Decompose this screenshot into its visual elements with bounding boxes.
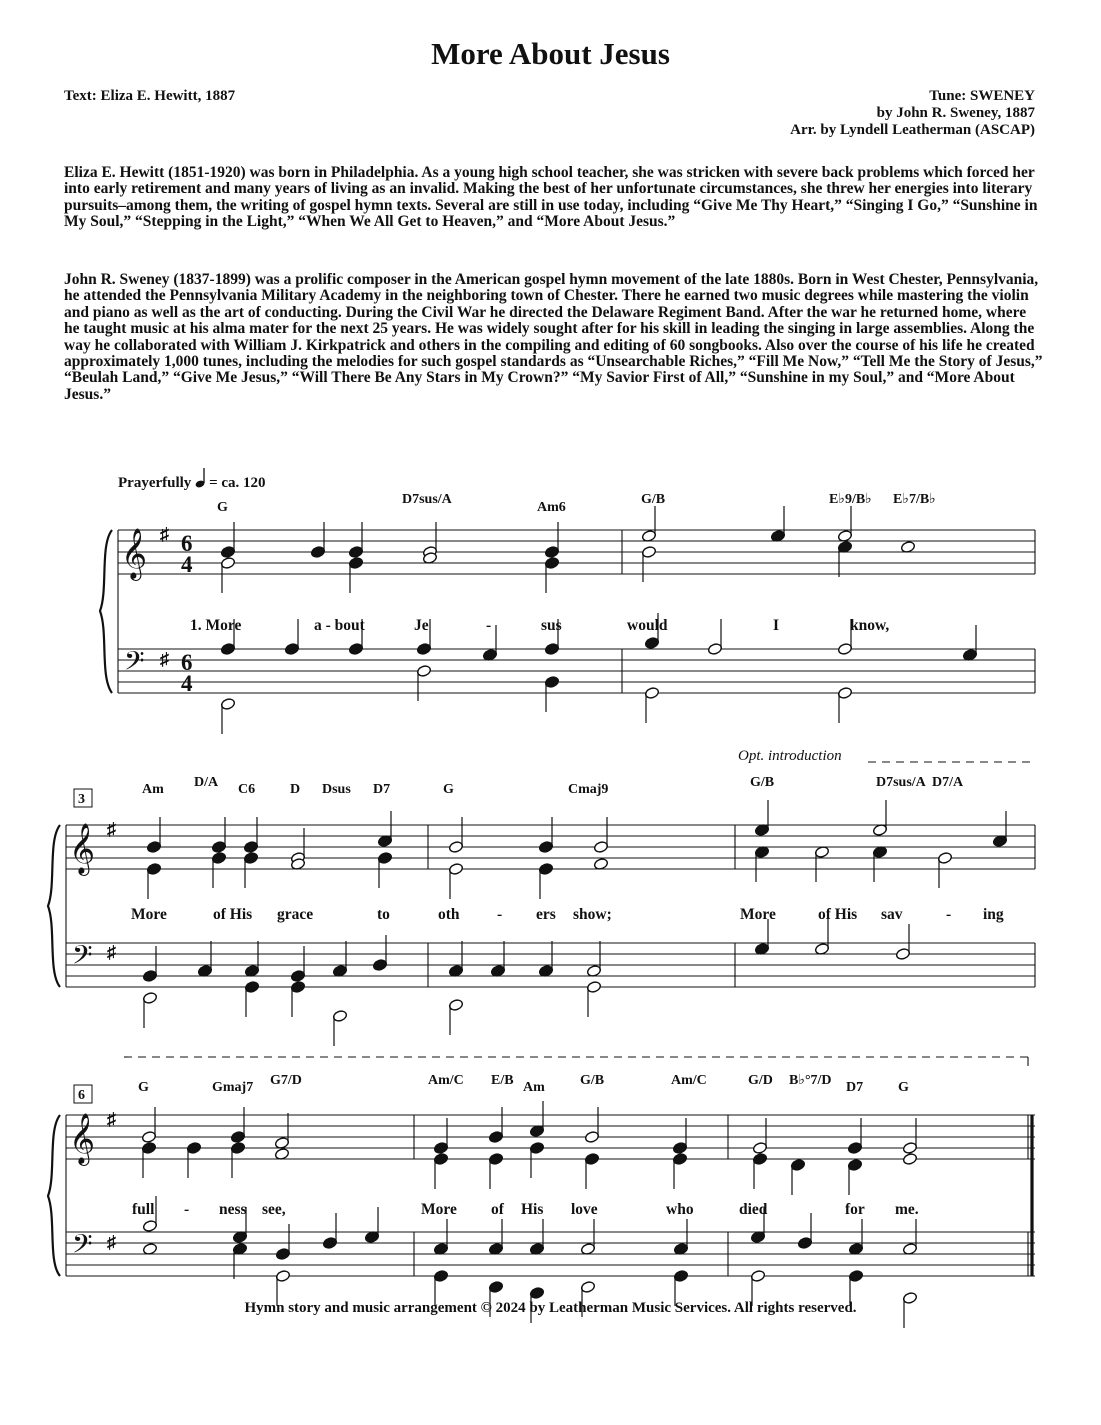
- notehead: [529, 1286, 544, 1299]
- notehead: [847, 1158, 862, 1171]
- notehead: [211, 840, 226, 853]
- notehead: [644, 636, 659, 649]
- notehead: [848, 1269, 863, 1282]
- chord-symbol: Cmaj9: [568, 782, 609, 797]
- lyric-syllable: of His: [213, 906, 253, 923]
- notehead: [433, 1141, 448, 1154]
- notehead: [847, 1141, 862, 1154]
- lyric-syllable: ing: [983, 906, 1004, 923]
- lyric-syllable: who: [666, 1201, 694, 1218]
- notehead: [220, 556, 235, 569]
- notehead: [142, 969, 157, 982]
- chord-symbol: D/A: [194, 775, 219, 790]
- lyric-syllable: a - bout: [314, 617, 365, 634]
- system-1-brace: [100, 530, 112, 693]
- key-signature-sharp-icon: ♯: [107, 1232, 116, 1252]
- notehead: [672, 1152, 687, 1165]
- notehead: [146, 840, 161, 853]
- notehead: [752, 1152, 767, 1165]
- key-signature-sharp-icon: ♯: [160, 524, 169, 544]
- notehead: [348, 642, 363, 655]
- notehead: [937, 851, 952, 864]
- key-signature-sharp-icon: ♯: [107, 942, 116, 962]
- notehead: [544, 675, 559, 688]
- chord-symbol: E/B: [491, 1073, 514, 1088]
- lyric-syllable: sav: [881, 906, 903, 923]
- notehead: [275, 1247, 290, 1260]
- notehead: [750, 1269, 765, 1282]
- treble-clef-icon: 𝄞: [69, 824, 96, 873]
- chord-symbol: Dsus: [322, 782, 351, 797]
- lyric-syllable: see,: [262, 1201, 286, 1218]
- system-1-treble-staff: [118, 530, 1035, 574]
- system-3-brace: [48, 1115, 60, 1276]
- chord-symbol: D: [290, 782, 301, 797]
- chord-symbol: D7: [373, 782, 391, 797]
- notehead: [707, 642, 722, 655]
- lyric-syllable: Je: [414, 617, 429, 634]
- notehead: [220, 642, 235, 655]
- notehead: [448, 840, 463, 853]
- chord-symbol: G/B: [750, 775, 775, 790]
- arranger-credit: Arr. by Lyndell Leatherman (ASCAP): [790, 122, 1035, 138]
- notehead: [146, 862, 161, 875]
- notehead: [220, 697, 235, 710]
- lyric-syllable: grace: [277, 906, 314, 923]
- chord-symbol: G/D: [748, 1073, 773, 1088]
- system-3-treble-staff: [66, 1115, 1035, 1159]
- chord-symbol: D7/A: [932, 775, 964, 790]
- lyric-syllable: ers: [536, 906, 556, 923]
- notehead: [448, 862, 463, 875]
- notehead: [752, 1141, 767, 1154]
- tempo-word: Prayerfully: [118, 475, 192, 491]
- time-signature-bottom: 4: [181, 552, 193, 577]
- notehead: [243, 851, 258, 864]
- notehead: [544, 556, 559, 569]
- notehead: [644, 686, 659, 699]
- chord-symbol: D7sus/A: [402, 492, 452, 507]
- chord-symbol: Am6: [537, 500, 566, 515]
- notehead: [332, 1009, 347, 1022]
- notehead: [672, 1141, 687, 1154]
- bass-clef-icon: 𝄢: [72, 940, 93, 976]
- notehead: [416, 664, 431, 677]
- lyric-syllable: -: [184, 1201, 190, 1218]
- notehead: [641, 545, 656, 558]
- notehead: [902, 1141, 917, 1154]
- notehead: [275, 1269, 290, 1282]
- measure-number: 6: [78, 1088, 85, 1103]
- bass-clef-icon: 𝄢: [72, 1229, 93, 1265]
- lyric-syllable: love: [571, 1201, 598, 1218]
- notehead: [433, 1269, 448, 1282]
- chord-symbol: E♭9/B♭: [829, 492, 872, 507]
- notehead: [902, 1152, 917, 1165]
- notehead: [142, 991, 157, 1004]
- tempo-bpm: = ca. 120: [209, 475, 266, 491]
- notehead: [593, 840, 608, 853]
- lyric-syllable: oth: [438, 906, 460, 923]
- chord-symbol: G: [138, 1080, 149, 1095]
- notehead: [538, 840, 553, 853]
- lyric-syllable: me.: [895, 1201, 919, 1218]
- notehead: [322, 1236, 337, 1249]
- notehead: [230, 1130, 245, 1143]
- notehead: [488, 1152, 503, 1165]
- notehead: [310, 545, 325, 558]
- lyric-syllable: More: [131, 906, 167, 923]
- lyric-syllable: His: [521, 1201, 544, 1218]
- lyric-syllable: 1. More: [190, 617, 242, 634]
- notehead: [372, 958, 387, 971]
- treble-clef-icon: 𝄞: [69, 1114, 96, 1163]
- lyric-syllable: More: [421, 1201, 457, 1218]
- chord-symbol: Am: [523, 1080, 545, 1095]
- chord-symbol: G7/D: [270, 1073, 302, 1088]
- notehead: [837, 642, 852, 655]
- notehead: [244, 980, 259, 993]
- system-1-bass-staff: [118, 649, 1035, 693]
- notehead: [290, 980, 305, 993]
- notehead: [488, 1130, 503, 1143]
- lyric-syllable: for: [845, 1201, 865, 1218]
- lyric-syllable: -: [497, 906, 503, 923]
- lyric-syllable: -: [946, 906, 952, 923]
- key-signature-sharp-icon: ♯: [107, 1109, 116, 1129]
- notehead: [544, 545, 559, 558]
- lyric-syllable: show;: [573, 906, 612, 923]
- notehead: [348, 545, 363, 558]
- notehead: [584, 1130, 599, 1143]
- notehead: [580, 1280, 595, 1293]
- notehead: [290, 969, 305, 982]
- time-signature-top: 6: [181, 650, 193, 675]
- chord-symbol: D7sus/A: [876, 775, 926, 790]
- notehead: [348, 556, 363, 569]
- notehead: [186, 1141, 201, 1154]
- lyric-syllable: -: [486, 617, 492, 634]
- time-signature-top: 6: [181, 531, 193, 556]
- notehead: [142, 1219, 157, 1232]
- time-signature-bottom: 4: [181, 671, 193, 696]
- lyric-syllable: died: [739, 1201, 768, 1218]
- lyric-syllable: sus: [541, 617, 562, 634]
- notehead: [895, 947, 910, 960]
- notehead: [220, 545, 235, 558]
- lyric-syllable: More: [740, 906, 776, 923]
- chord-symbol: Am/C: [428, 1073, 464, 1088]
- key-signature-sharp-icon: ♯: [160, 649, 169, 669]
- chord-symbol: Am/C: [671, 1073, 707, 1088]
- lyric-syllable: ness: [219, 1201, 247, 1218]
- notehead: [529, 1141, 544, 1154]
- notehead: [586, 980, 601, 993]
- lyric-syllable: of His: [818, 906, 858, 923]
- hymn-story-composer: John R. Sweney (1837-1899) was a prolific composer in the American gospel hymn movement of the late 1880s. Born in West Chester, Pennsylvania, he attended the Pennsylvania Military Academy in the neighboring town of Chester. There he earned two music degrees while mastering the violin and piano as well as the art of conducting. During the Civil War he directed the Delaware Regiment Band. After the war he returned home, where he taught music at his alma mater for the next 25 years. He was widely sought after for his skill in leading the singing in large assemblies. Along the way he collaborated with William J. Kirkpatrick and others in the compiling and editing of 60 songbooks. Also over the course of his life he created approximately 1,000 tunes, including the melodies for such gospel standards as “Unsearchable Riches,” “Fill Me Now,” “Tell Me the Story of Jesus,” “Beulah Land,” “Give Me Jesus,” “Will There Be Any Stars in My Crown?” “My Savior First of All,” “Sunshine in my Soul,” and “More About Jesus.”: [64, 271, 1043, 403]
- chord-symbol: Am: [142, 782, 164, 797]
- lyric-syllable: full: [132, 1201, 155, 1218]
- notehead: [230, 1141, 245, 1154]
- lyric-syllable: to: [377, 906, 390, 923]
- bass-clef-icon: 𝄢: [124, 646, 145, 682]
- chord-symbol: G/B: [641, 492, 666, 507]
- treble-clef-icon: 𝄞: [121, 529, 148, 578]
- notehead: [790, 1158, 805, 1171]
- hymn-story-author: Eliza E. Hewitt (1851-1920) was born in Philadelphia. As a young high school teacher, she was stricken with severe back problems which forced her into early retirement and many years of living as an invalid. Making the best of her unfortunate circumstances, she threw her energies into literary pursuits–among them, the writing of gospel hymn texts. Several are still in use today, including “Give Me Thy Heart,” “Singing I Go,” “Sunshine in My Soul,” “Stepping in the Light,” “When We All Get to Heaven,” and “More About Jesus.”: [64, 164, 1038, 231]
- lyric-syllable: I: [773, 617, 780, 634]
- notehead: [448, 998, 463, 1011]
- system-2-brace: [48, 825, 60, 987]
- notehead: [284, 642, 299, 655]
- lyric-syllable: would: [627, 617, 668, 634]
- notehead: [544, 642, 559, 655]
- opt-intro-label: Opt. introduction: [738, 748, 842, 764]
- chord-symbol: Gmaj7: [212, 1080, 254, 1095]
- measure-number: 3: [78, 792, 85, 807]
- notehead: [797, 1236, 812, 1249]
- notehead: [141, 1130, 156, 1143]
- system-3-bass-staff: [66, 1232, 1035, 1276]
- notehead: [538, 862, 553, 875]
- text-credit: Text: Eliza E. Hewitt, 1887: [64, 88, 236, 104]
- notehead: [673, 1269, 688, 1282]
- chord-symbol: G: [217, 500, 228, 515]
- chord-symbol: E♭7/B♭: [893, 492, 936, 507]
- notehead: [377, 851, 392, 864]
- notehead: [141, 1141, 156, 1154]
- chord-symbol: C6: [238, 782, 256, 797]
- notehead: [243, 840, 258, 853]
- key-signature-sharp-icon: ♯: [107, 819, 116, 839]
- notehead: [584, 1152, 599, 1165]
- chord-symbol: G: [443, 782, 454, 797]
- notehead: [488, 1280, 503, 1293]
- page-title: More About Jesus: [431, 36, 670, 71]
- notehead: [416, 642, 431, 655]
- lyric-syllable: know,: [850, 617, 890, 634]
- chord-symbol: G: [898, 1080, 909, 1095]
- chord-symbol: G/B: [580, 1073, 605, 1088]
- chord-symbol: B♭°7/D: [789, 1073, 832, 1088]
- chord-symbol: D7: [846, 1080, 864, 1095]
- notehead: [837, 686, 852, 699]
- composer-credit: by John R. Sweney, 1887: [876, 105, 1035, 121]
- notehead: [433, 1152, 448, 1165]
- notehead: [211, 851, 226, 864]
- copyright-footer: Hymn story and music arrangement © 2024 by Leatherman Music Services. All rights reserved.: [244, 1300, 857, 1316]
- tune-name: Tune: SWENEY: [929, 88, 1035, 104]
- lyric-syllable: of: [491, 1201, 504, 1218]
